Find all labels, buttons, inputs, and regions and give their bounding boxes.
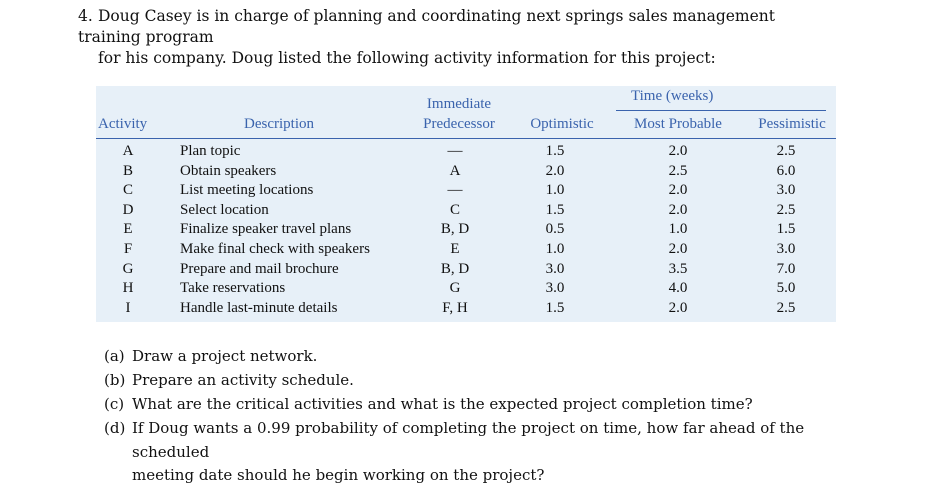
cell-pessimistic: 3.0 [776,240,796,257]
cell-optimistic: 1.0 [545,182,565,199]
header-predecessor-1: Immediate [426,96,492,112]
header-time-weeks: Time (weeks) [631,88,714,104]
cell-description: Finalize speaker travel plans [180,221,352,238]
cell-activity: E [123,221,133,238]
cell-predecessor: B, D [440,221,470,238]
header-rule [96,138,836,139]
pessimistic-column [751,142,821,318]
cell-most-probable: 1.0 [668,221,688,238]
cell-most-probable: 3.5 [668,260,688,277]
cell-optimistic: 1.5 [545,201,565,218]
cell-predecessor: B, D [440,260,470,277]
cell-most-probable: 2.0 [668,299,688,316]
cell-predecessor: F, H [442,299,468,316]
cell-most-probable: 2.0 [668,143,688,159]
cell-pessimistic: 2.5 [776,201,796,218]
question-label: (b) [104,371,126,389]
question-list [104,344,844,486]
cell-activity: F [123,240,133,257]
cell-most-probable: 2.5 [668,162,688,179]
question-text: Draw a project network. [132,347,318,365]
cell-most-probable: 2.0 [668,201,688,218]
problem-text-1: Doug Casey is in charge of planning and coordinating next springs sales management training program [78,7,775,46]
question-item [104,344,844,368]
cell-pessimistic: 5.0 [776,280,796,297]
header-predecessor-2: Predecessor [423,116,495,132]
cell-activity: G [122,260,134,277]
cell-optimistic: 2.0 [545,162,565,179]
cell-pessimistic: 2.5 [776,143,796,159]
question-label: (a) [104,347,125,365]
cell-optimistic: 1.5 [545,143,565,159]
problem-number: 4. [78,7,93,25]
time-header-rule [616,110,826,111]
cell-predecessor: G [449,280,461,297]
question-text: If Doug wants a 0.99 probability of completing the project on time, how far ahead of the scheduled [132,419,805,461]
cell-pessimistic: 3.0 [776,182,796,199]
cell-predecessor: C [449,201,460,218]
cell-description: List meeting locations [180,182,314,199]
problem-text-2: for his company. Doug listed the following activity information for this project: [98,49,716,67]
cell-description: Make final check with speakers [180,240,370,257]
question-item [104,392,844,416]
cell-optimistic: 3.0 [545,260,565,277]
cell-pessimistic: 7.0 [776,260,796,277]
cell-activity: D [122,201,134,218]
cell-most-probable: 2.0 [668,182,688,199]
cell-pessimistic: 1.5 [776,221,796,238]
cell-activity: I [125,299,131,316]
cell-activity: C [122,182,133,199]
cell-pessimistic: 6.0 [776,162,796,179]
cell-description: Plan topic [180,143,241,159]
question-text-continued: meeting date should he begin working on the project? [132,466,545,484]
cell-activity: B [122,162,133,179]
header-pessimistic: Pessimistic [758,116,826,132]
cell-predecessor: — [447,182,463,199]
question-label: (c) [104,395,125,413]
header-optimistic: Optimistic [530,116,594,132]
cell-description: Prepare and mail brochure [180,260,339,277]
question-label: (d) [104,419,126,437]
cell-description: Take reservations [180,280,286,297]
header-most-probable: Most Probable [634,116,722,132]
header-activity: Activity [98,116,148,132]
activity-column [118,142,138,318]
cell-description: Select location [180,201,269,218]
cell-optimistic: 1.0 [545,240,565,257]
cell-description: Handle last-minute details [180,299,338,316]
predecessor-column [410,142,500,318]
cell-optimistic: 0.5 [545,221,565,238]
cell-most-probable: 4.0 [668,280,688,297]
cell-most-probable: 2.0 [668,240,688,257]
cell-pessimistic: 2.5 [776,299,796,316]
most-probable-column [638,142,718,318]
cell-predecessor: A [449,162,461,179]
problem-statement [78,6,838,69]
problem-line-1 [78,6,838,48]
activity-table [96,86,836,322]
cell-activity: H [122,280,134,297]
description-column [180,142,370,318]
cell-predecessor: E [450,240,460,257]
cell-optimistic: 3.0 [545,280,565,297]
cell-optimistic: 1.5 [545,299,565,316]
question-item [104,416,844,486]
optimistic-column [520,142,590,318]
cell-predecessor: — [447,143,463,159]
cell-activity: A [122,143,134,159]
question-text: Prepare an activity schedule. [132,371,354,389]
header-description: Description [244,116,314,132]
question-item [104,368,844,392]
question-text: What are the critical activities and what is the expected project completion time? [132,395,753,413]
cell-description: Obtain speakers [180,162,277,179]
